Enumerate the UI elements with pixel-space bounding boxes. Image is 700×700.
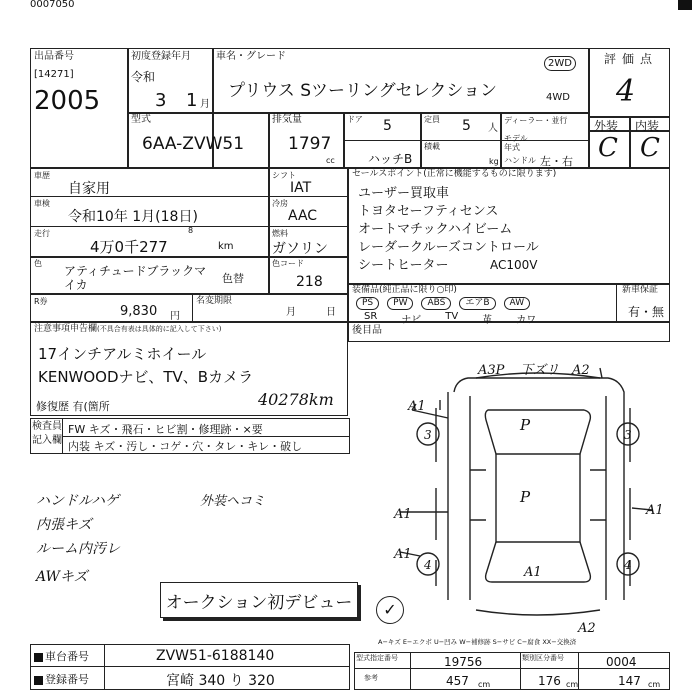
repair-label: 修復歴 有(箇所	[36, 400, 110, 413]
inspector-interior: 内装 キズ・汚し・コゲ・穴・タレ・キレ・破し	[68, 440, 303, 453]
car-name-label: 車名・グレード	[216, 51, 286, 62]
equip-leather: 革	[482, 315, 493, 326]
color-label: 色	[34, 259, 42, 268]
dmg-label-a1-rl: A1	[394, 547, 412, 562]
dmg-label-3-right: 3	[624, 428, 632, 442]
deadline-month: 月	[286, 307, 296, 318]
year-big: 2005	[34, 86, 101, 116]
rating-label: 評価点	[604, 52, 659, 66]
recycle-amount: 9,830	[120, 304, 158, 319]
mileage-unit: km	[218, 241, 234, 252]
body-type: ハッチB	[368, 152, 413, 166]
shift: IAT	[290, 180, 312, 196]
doors-label: ドア	[347, 115, 363, 124]
hw-note-1: ハンドルハゲ	[36, 493, 120, 509]
height: 147	[618, 674, 641, 688]
hw-note-4: AWキズ	[36, 569, 88, 585]
length-unit: cm	[478, 680, 491, 689]
hw-note-2: 内張キズ	[36, 517, 92, 533]
equip-aw: AW	[504, 297, 531, 310]
interior-label: 内装	[635, 119, 660, 133]
equip-ps: PS	[356, 297, 379, 310]
dmg-label-shita: 下ズリ	[520, 363, 560, 378]
class-no: 0004	[606, 655, 637, 669]
shift-label: シフト	[272, 171, 296, 180]
fuel: ガソリン	[272, 241, 328, 257]
cc-label: 排気量	[272, 114, 302, 125]
doors: 5	[383, 118, 392, 134]
class-label: 類別区分番号	[522, 654, 564, 662]
dmg-label-4-right: 4	[624, 558, 632, 572]
model-year-label: モデル年式	[504, 134, 528, 152]
exterior-grade: C	[598, 133, 618, 163]
length: 457	[446, 674, 469, 688]
capacity-unit: 人	[488, 123, 498, 134]
hw-note-3: ルーム内汚レ	[36, 541, 120, 557]
recycle-unit: 円	[170, 311, 180, 322]
reg-month-unit: 月	[200, 99, 210, 110]
usage: 自家用	[68, 181, 110, 197]
dmg-label-a2-top: A2	[572, 363, 590, 378]
model-code: 6AA-ZVW51	[142, 134, 245, 154]
rear-label: 後目品	[352, 325, 382, 336]
mileage-sup: 8	[188, 226, 194, 235]
inspector-fw: FW キズ・飛石・ヒビ割・修理跡・×要	[68, 423, 263, 436]
reg-year: 3	[155, 90, 167, 111]
dealer-label: ディーラー・並行	[504, 116, 568, 125]
recycle-label: R券	[34, 297, 48, 306]
reg-label: 初度登録年月	[131, 51, 191, 62]
equip-sr: SR	[364, 311, 378, 322]
equip-navi: ナビ	[401, 315, 422, 326]
dmg-label-a3p: A3P	[478, 363, 505, 378]
displacement: 1797	[288, 134, 332, 154]
width-unit: cm	[566, 680, 579, 689]
dmg-label-a1-fl: A1	[408, 399, 426, 414]
dmg-label-4-left: 4	[424, 558, 432, 572]
reg-era: 令和	[131, 70, 156, 84]
load-label: 積載	[424, 142, 440, 151]
color-change-label: 色替	[222, 272, 244, 285]
new-car-label: 新車保証	[622, 285, 659, 295]
color-code-label: 色コード	[272, 259, 304, 268]
color: アティチュードブラックマイカ	[64, 264, 207, 292]
dmg-label-3-left: 3	[424, 428, 432, 442]
width: 176	[538, 674, 561, 688]
color-code: 218	[296, 274, 323, 290]
top-fragment: 0007050	[30, 0, 75, 10]
interior-grade: C	[640, 133, 660, 163]
dmg-label-a1-right: A1	[646, 503, 664, 518]
dmg-label-a1-left: A1	[394, 507, 412, 522]
ref-label: 参考	[364, 674, 378, 682]
inspector-label: 検査員 記入欄	[32, 421, 62, 446]
chassis-label: 車台番号	[34, 648, 89, 664]
dmg-label-a2-rear: A2	[578, 621, 596, 636]
sales-item-4: レーダークルーズコントロール	[358, 240, 539, 255]
reg-month: 1	[186, 90, 198, 111]
plate-label: 登録番号	[34, 671, 89, 687]
exterior-label: 外装	[594, 119, 619, 133]
fuel-label: 燃料	[272, 229, 288, 238]
lot-label: 出品番号	[34, 51, 74, 62]
sales-label: セールスポイント(正常に機能するものに限ります)	[352, 169, 557, 179]
debut-stamp: オークション初デビュー	[160, 582, 358, 618]
notes-line-1: 17インチアルミホイール	[38, 345, 207, 363]
dmg-label-p-hood: P	[520, 416, 531, 434]
equip-abs: ABS	[421, 297, 451, 310]
deadline-label: 名変期限	[196, 296, 233, 306]
capacity-label: 定員	[424, 115, 440, 124]
deadline-day: 日	[326, 307, 336, 318]
handle-label: ハンドル	[504, 156, 536, 165]
diagram-legend: A−キズ E−エクボ U−凹み W−補修跡 S−サビ C−腐食 XX−交換済	[378, 638, 577, 646]
aircon-label: 冷房	[272, 199, 288, 208]
rating-score: 4	[616, 74, 636, 109]
sales-item-3: オートマチックハイビーム	[358, 222, 513, 237]
inspection: 令和10年 1月(18日)	[68, 209, 198, 225]
equip-airbag: エアB	[459, 297, 495, 310]
hw-exterior-note: 外装ヘコミ	[200, 494, 266, 509]
aircon: AAC	[288, 208, 318, 224]
sales-extra: AC100V	[490, 258, 538, 272]
new-car: 有・無	[628, 305, 665, 319]
notes-label: 注意事項申告欄(不具合有表は具体的に記入して下さい)	[34, 324, 222, 334]
cc-unit: cc	[326, 156, 335, 165]
inspection-label: 車検	[34, 199, 50, 208]
drive-4wd: 4WD	[546, 92, 570, 103]
chassis-number: ZVW51-6188140	[156, 648, 275, 664]
kg-unit: kg	[489, 157, 499, 166]
mileage-label: 走行	[34, 229, 50, 238]
dmg-label-p-roof: P	[520, 488, 531, 506]
equip-tv: TV	[445, 311, 459, 322]
lot-number: [14271]	[34, 69, 74, 80]
plate-number: 宮崎 340 り 320	[166, 673, 275, 689]
sales-item-5: シートヒーター	[358, 258, 449, 273]
notes-handwritten: 40278km	[258, 390, 334, 409]
notes-line-2: KENWOODナビ、TV、Bカメラ	[38, 368, 254, 386]
dmg-label-a1-trunk: A1	[524, 565, 542, 580]
equipment-label: 装備品(純正品に限り○印)	[352, 285, 457, 295]
sales-item-2: トヨタセーフティセンス	[358, 204, 499, 219]
drive-2wd: 2WD	[544, 56, 576, 71]
height-unit: cm	[648, 680, 661, 689]
check-seal-icon: ✓	[376, 596, 404, 624]
sales-item-1: ユーザー買取車	[358, 186, 450, 201]
equip-pw: PW	[387, 297, 413, 310]
car-name: プリウス Sツーリングセレクション	[228, 81, 497, 101]
mileage: 4万0千277	[90, 238, 168, 256]
model-label: 型式	[131, 114, 151, 125]
model-no-label: 型式指定番号	[356, 654, 398, 662]
usage-label: 車歴	[34, 171, 50, 180]
equip-kawa: カワ	[516, 315, 537, 326]
model-no: 19756	[444, 655, 483, 669]
capacity: 5	[462, 118, 471, 134]
handle: 左・右	[540, 155, 573, 168]
